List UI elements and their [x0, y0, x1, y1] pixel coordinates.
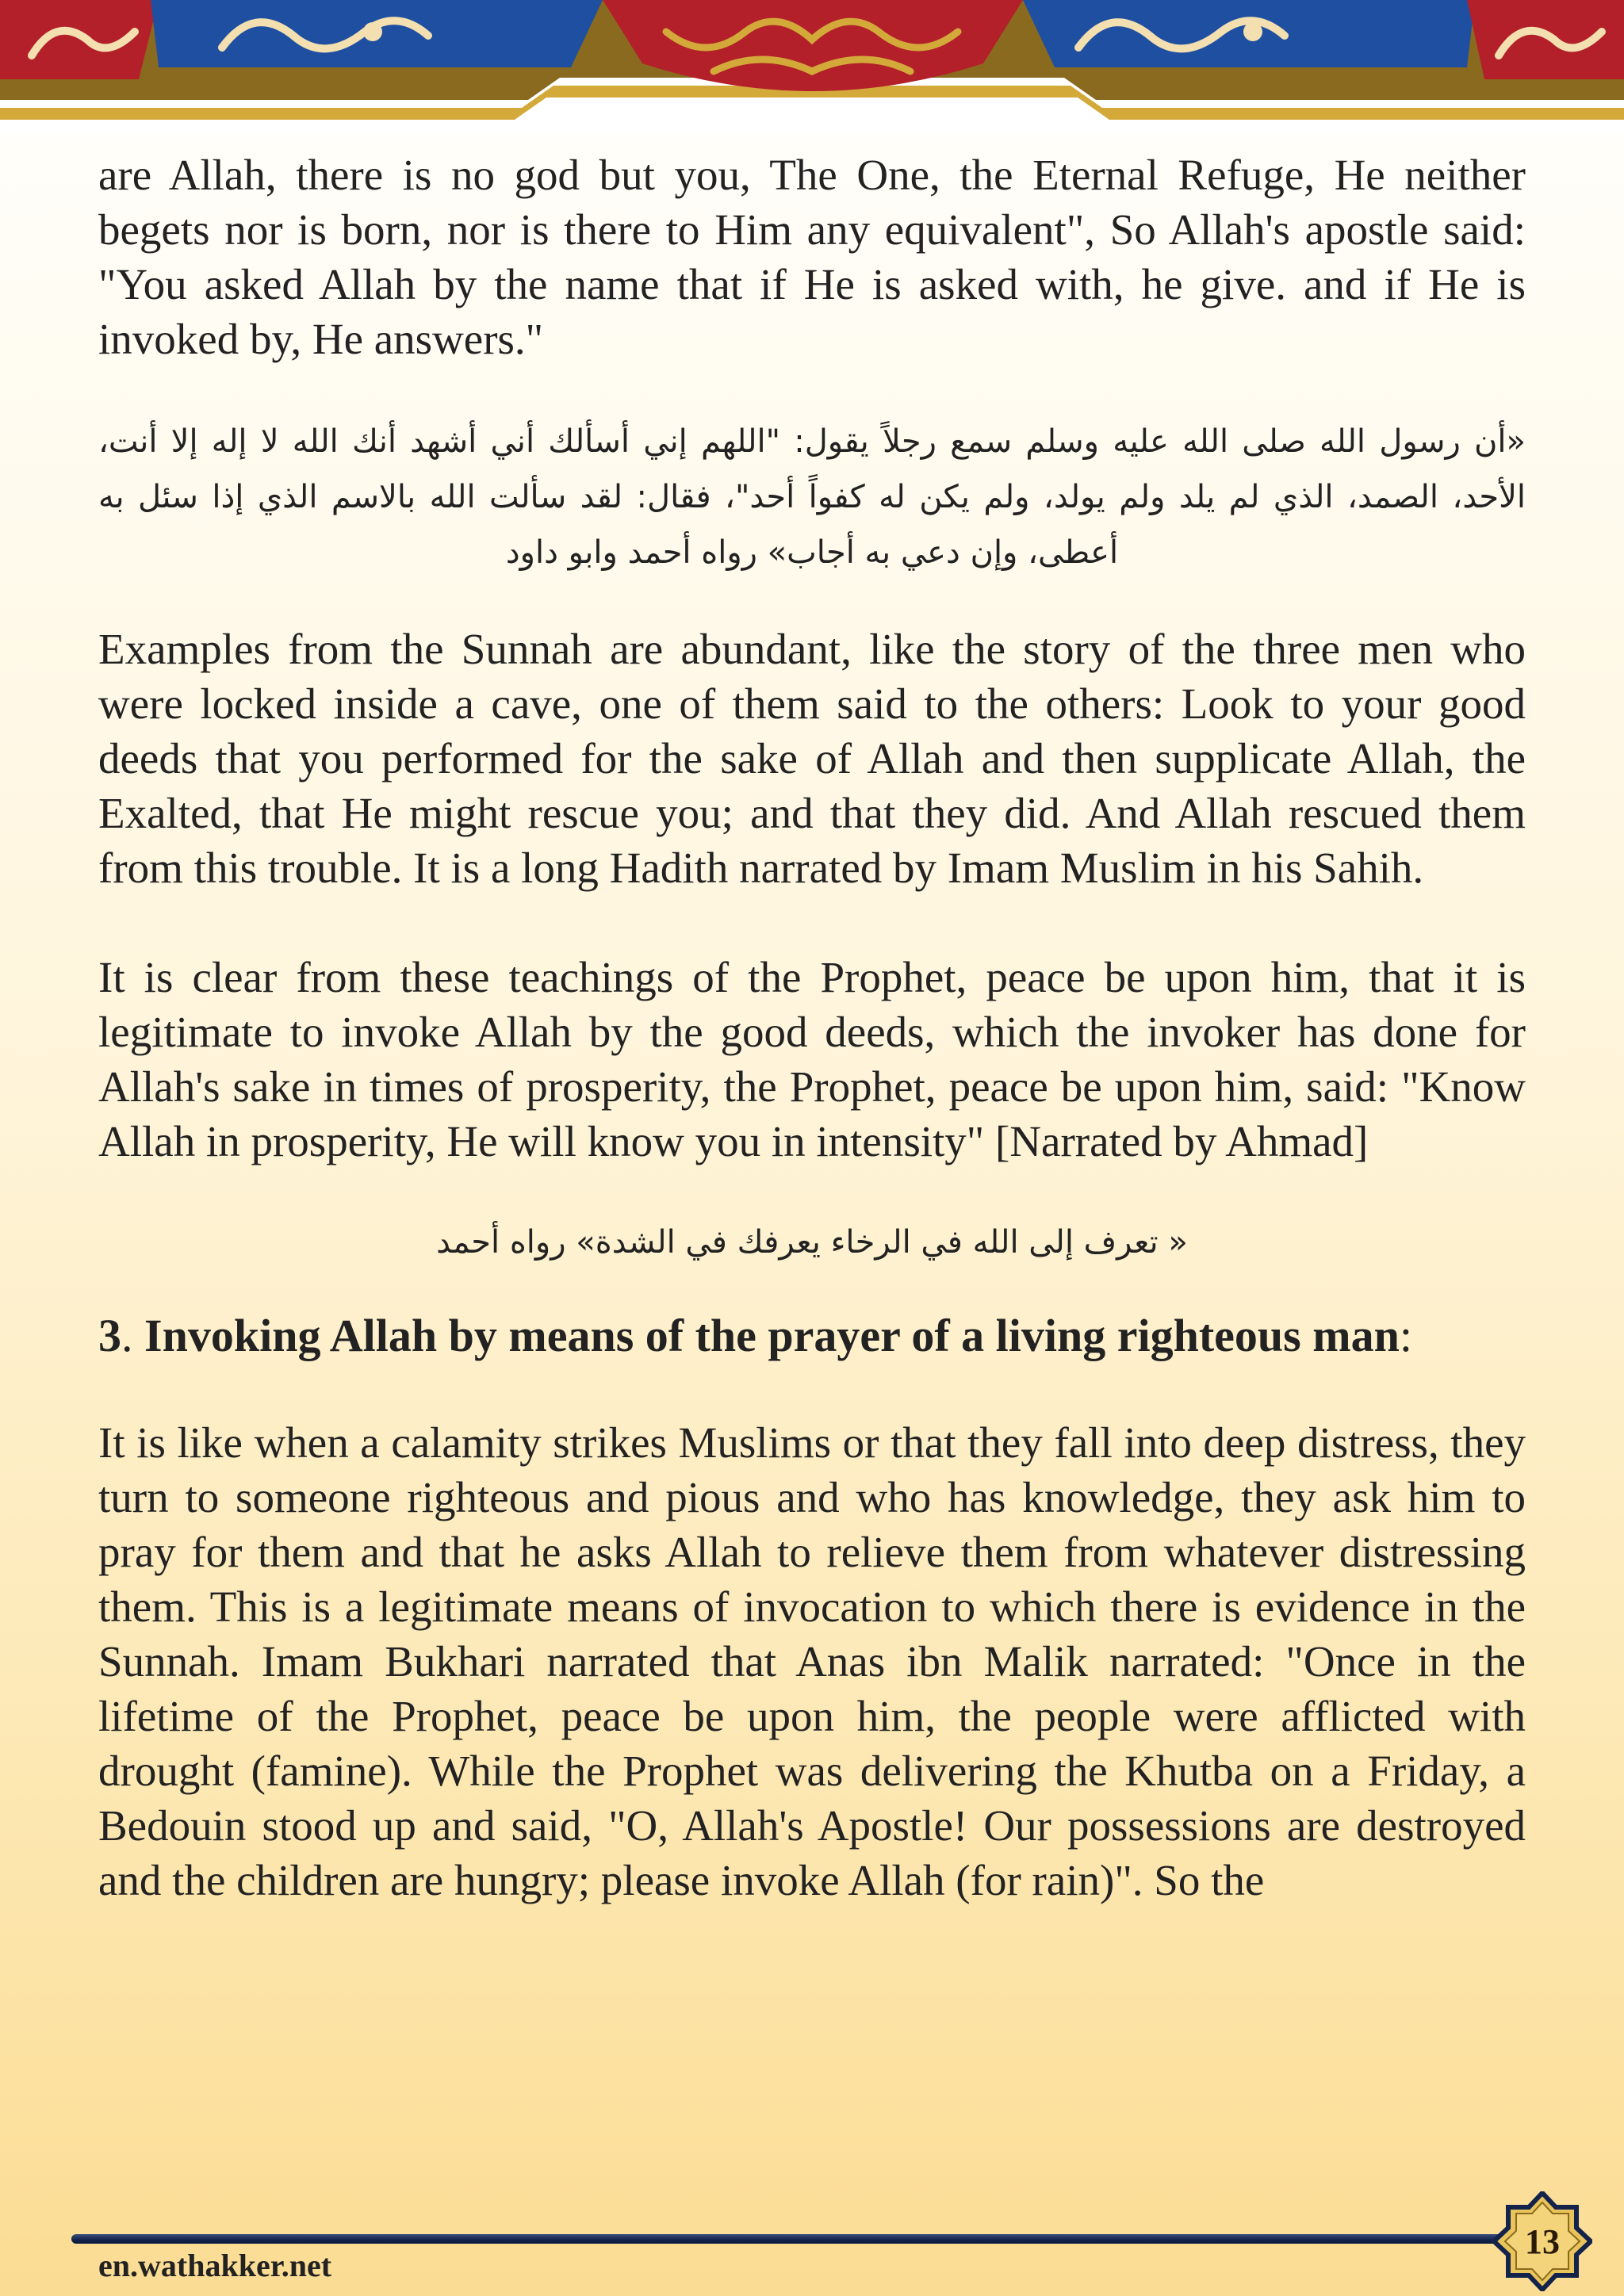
section-title: Invoking Allah by means of the prayer of a living righteous man [144, 1310, 1400, 1361]
arabic-hadith-short: « تعرف إلى الله في الرخاء يعرفك في الشدة» رواه أحمد [436, 1224, 1188, 1261]
section-heading: 3. Invoking Allah by means of the prayer of a living righteous man: [98, 1310, 1412, 1361]
ornamental-header-banner [0, 0, 1624, 135]
page-content [98, 147, 1526, 1908]
footer-website-link[interactable]: en.wathakker.net [98, 2248, 332, 2283]
paragraph-sunnah-examples: Examples from the Sunnah are abundant, like the story of the three men who were locked inside a cave, one of them said to the others: Look to your good deeds that you performed for the sake of Allah and then supplicate Allah, the Exalted, that He might rescue you; and that they did. And Allah rescued them from this trouble. It is a long Hadith narrated by Imam Muslim in his Sahih. [98, 625, 1526, 892]
paragraph-righteous-prayer: It is like when a calamity strikes Muslims or that they fall into deep distress, they turn to someone righteous and pious and who has knowledge, they ask him to pray for them and that he asks Allah to relieve them from whatever distressing them. This is a legitimate means of invocation to which there is evidence in the Sunnah. Imam Bukhari narrated that Anas ibn Malik narrated: "Once in the lifetime of the Prophet, peace be upon him, the people were afflicted with drought (famine). While the Prophet was delivering the Khutba on a Friday, a Bedouin stood up and said, "O, Allah's Apostle! Our possessions are destroyed and the children are hungry; please invoke Allah (for rain)". So the [98, 1418, 1526, 1904]
paragraph-hadith-continuation: are Allah, there is no god but you, The One, the Eternal Refuge, He neither begets nor is born, nor is there to Him any equivalent", So Allah's apostle said: "You asked Allah by the name that if He is asked with, he give. and if He is invoked by, He answers." [98, 151, 1526, 363]
arabic-hadith-quote: «أن رسول الله صلى الله عليه وسلم سمع رجلاً يقول: "اللهم إني أسألك أني أشهد أنك الله لا إله إلا أنت، الأحد، الصمد، الذي لم يلد ولم يولد، ولم يكن له كفواً أحد"، فقال: لقد سألت الله بالاسم الذي إذا سئل به أعطى، وإن دعي به أجاب» رواه أحمد وابو داود [98, 423, 1526, 571]
footer-divider [71, 2234, 1505, 2244]
paragraph-prophet-teachings: It is clear from these teachings of the Prophet, peace be upon him, that it is legitimate to invoke Allah by the good deeds, which the invoker has done for Allah's sake in times of prosperity, the Prophet, peace be upon him, said: "Know Allah in prosperity, He will know you in intensity" [Narrated by Ahmad] [98, 953, 1526, 1165]
page-number: 13 [1525, 2221, 1560, 2261]
section-number: 3 [98, 1310, 121, 1361]
